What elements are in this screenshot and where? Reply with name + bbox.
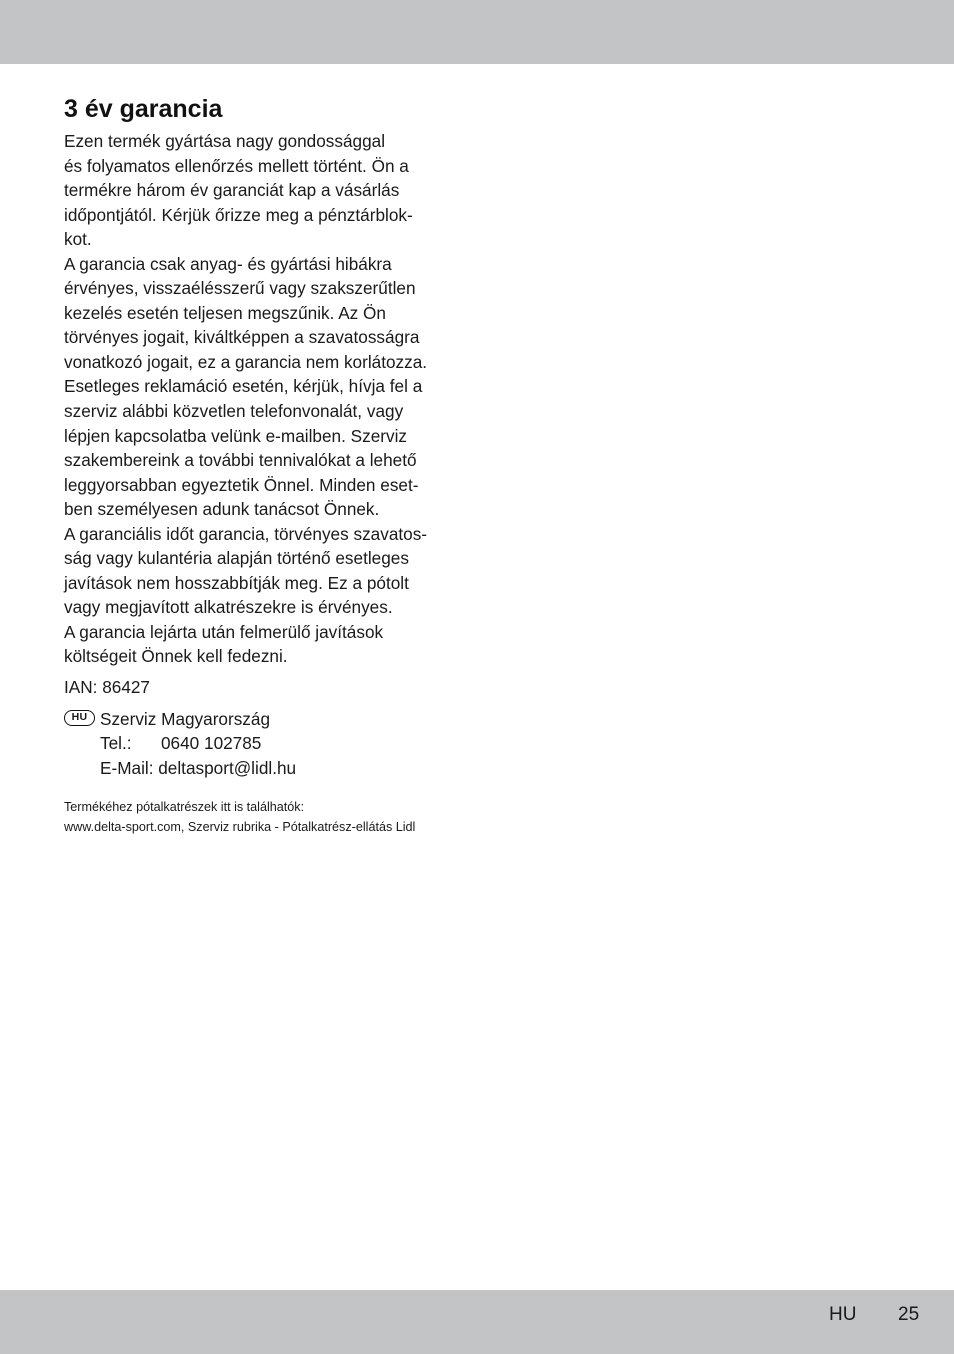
service-contact — [64, 707, 464, 781]
service-email: E-Mail: deltasport@lidl.hu — [100, 757, 297, 778]
phone-label: Tel.: — [100, 733, 132, 754]
header-band — [0, 0, 954, 64]
page-number: 25 — [898, 1304, 920, 1325]
spare-parts-note — [64, 798, 464, 837]
warranty-paragraph-3: Esetleges reklamáció esetén, kérjük, hívja fel a szerviz alábbi közvetlen telefonvonalát, vagy lépjen kapcsolatba velünk e-mailben. Szerviz szakembereink a további tennivalókat a lehető leggyorsabban egyeztetik Önnel. Minden eset- ben személyesen adunk tanácsot Önnek. — [64, 376, 423, 520]
section-title: 3 év garancia — [64, 95, 223, 123]
spare-parts-line-2: www.delta-sport.com, Szerviz rubrika - Pótalkatrész-ellátás Lidl — [64, 819, 416, 834]
service-phone — [100, 731, 464, 756]
warranty-paragraph-5: A garancia lejárta után felmerülő javítások költségeit Önnek kell fedezni. — [64, 621, 384, 667]
country-badge-icon: HU — [64, 710, 95, 726]
footer-language: HU — [829, 1304, 857, 1325]
warranty-paragraph-1: Ezen termék gyártása nagy gondossággal és folyamatos ellenőrzés mellett történt. Ön a termékre három év garanciát kap a vásárlás időpontjától. Kérjük őrizze meg a pénztárblok- kot. — [64, 131, 413, 250]
phone-number: 0640 102785 — [161, 733, 262, 754]
ian-number: IAN: 86427 — [64, 677, 150, 698]
footer-band — [0, 1290, 954, 1354]
warranty-paragraph-2: A garancia csak anyag- és gyártási hibákra érvényes, visszaélésszerű vagy szakszerűtlen kezelés esetén teljesen megszűnik. Az Ön törvényes jogait, kiváltképpen a szavatosságra vonatkozó jogait, ez a garancia nem korlátozza. — [64, 253, 428, 372]
warranty-section — [64, 92, 464, 837]
warranty-paragraph-4: A garanciális időt garancia, törvényes szavatos- ság vagy kulantéria alapján történő esetleges javítások nem hosszabbítják meg. Ez a pótolt vagy megjavított alkatrészekre is érvényes. — [64, 523, 428, 618]
spare-parts-line-1: Termékéhez pótalkatrészek itt is találhatók: — [64, 800, 305, 815]
service-name: Szerviz Magyarország — [100, 708, 271, 729]
